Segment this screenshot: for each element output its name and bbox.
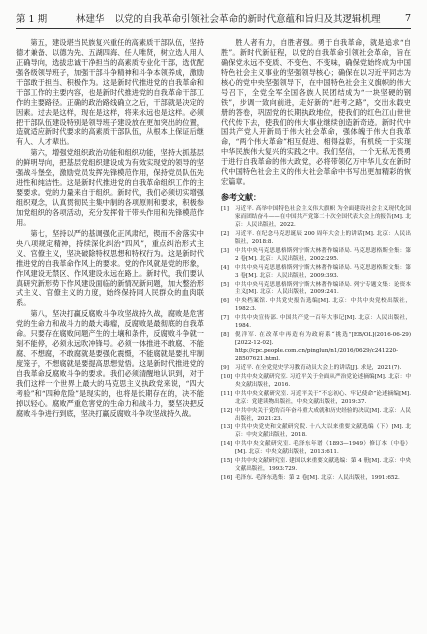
left-column <box>16 38 204 628</box>
reference-item <box>221 282 411 298</box>
reference-list <box>221 206 411 483</box>
reference-number: [16] <box>221 475 233 482</box>
paragraph: 第八，坚决打赢反腐败斗争攻坚战持久战，腐败是危害党的生命力和战斗力的最大毒瘤，反腐败是最彻底的自我革命。只要存在腐败问题产生的土壤和条件，反腐败斗争就一刻不能停，必须永远吹冲锋号。必须一体推进不敢腐、不能腐、不想腐，不敢腐就是要强化震慑，不能腐就是要扎牢制度笼子，不想腐就是要提高思想觉悟。这是新时代推进党的自我革命反腐败斗争的要求。我们必须清醒地认识到，对于我们这样一个世界上最大的马克思主义执政党来说，“四大考验”和“四种危险”是现实的，也将是长期存在的，决不能掉以轻心。腐败严重危害党的生命力和战斗力，要坚决把反腐败斗争进行到底，坚决打赢反腐败斗争攻坚战持久战。 <box>16 309 204 418</box>
reference-item <box>221 332 411 364</box>
reference-item <box>221 248 411 264</box>
reference-item <box>221 475 411 483</box>
reference-text: 倪洋军. 在改革中再造有为政府系“挑选”[EB/OL](2016-06-29)[2022-12-02]. http://cpc.people.com.cn/pinglun/n1/2016/0629/c241220-28507621.html. <box>235 332 411 362</box>
reference-text: 习近平. 在纪念马克思诞辰 200 周年大会上的讲话[M]. 北京：人民出版社，2018:8. <box>235 230 411 245</box>
reference-number: [8] <box>221 332 229 339</box>
reference-item <box>221 298 411 314</box>
author-name: 林建华 <box>76 14 105 25</box>
reference-text: 习近平. 高举中国特色社会主义伟大旗帜 为全面建设社会主义现代化国家而团结奋斗——在中国共产党第二十次全国代表大会上的报告[M]. 北京：人民出版社，2022. <box>235 206 411 228</box>
reference-text: 毛泽东. 毛泽东选集：第 2 卷[M]. 北京：人民出版社，1991:652. <box>235 475 400 482</box>
reference-text: 中共中央马克思恩格斯列宁斯大林著作编译局. 列宁专题文集：论资本主义[M]. 北京：人民出版社，2009:241. <box>235 281 411 296</box>
reference-item <box>221 206 411 230</box>
reference-text: 中共中央文献研究室. 习近平关于“不忘初心、牢记使命”论述摘编[M]. 北京：党建读物出版社，中央文献出版社，2019:37. <box>235 390 411 405</box>
reference-number: [7] <box>221 315 229 322</box>
paragraph: 第七，坚持以严的基调强化正风肃纪，锲而不舍落实中央八项规定精神，持续深化纠治“四风”，重点纠治形式主义、官僚主义，坚决破除特权思想和特权行为。这是新时代推进党的自我革命作风上的要求。党的作风就是党的形象，作风建设无禁区、作风建设永远在路上。新时代，我们要认真研究新形势下作风建设面临的新情况新问题，加大整治形式主义、官僚主义的力度，始终保持同人民群众的血肉联系。 <box>16 228 204 308</box>
reference-item <box>221 315 411 331</box>
paragraph: 第五，建设堪当民族复兴重任的高素质干部队伍，坚持德才兼备、以德为先、五湖四海、任人唯贤，树立选人用人正确导向，选拔忠诚干净担当的高素质专业化干部，选优配强各级领导班子，加强干部斗争精神和斗争本领养成，激励干部敢于担当、积极作为。这是新时代推进党的自我革命和干部工作的主要内容，也是新时代推进党的自我革命干部工作的主要路径。正确的政治路线确立之后，干部就是决定的因素。过去是这样，现在是这样，将来永远也是这样。必须把干部队伍建设特别是领导班子建设放在更加突出的位置，造就适应新时代要求的高素质干部队伍，从根本上保证后继有人、人才辈出。 <box>16 38 204 147</box>
reference-text: 中共中央马克思恩格斯列宁斯大林著作编译局. 马克思恩格斯文集：第 3 卷[M]. 北京：人民出版社，2009:393. <box>235 264 411 279</box>
right-column <box>221 38 411 628</box>
reference-item <box>221 424 411 440</box>
paragraph: 胜人者有力，自胜者强。勇于自我革命，就是追求“自胜”。新时代新征程，以党的自我革命引领社会革命，旨在确保党永远不变质、不变色、不变味，确保党始终成为中国特色社会主义事业的坚强领导核心；确保在以习近平同志为核心的党中央坚强领导下，在中国特色社会主义旗帜的伟大号召下，全党全军全国各族人民团结成为“一块坚硬的钢铁”，步调一致向前进，走好新的“赶考之路”，交出永载史册的答卷，巩固党的长期执政地位，使我们的红色江山世世代代传下去，使我们的伟大事业继续创造新奇迹。新时代中国共产党人开新局于伟大社会革命，强体魄于伟大自我革命，“两个伟大革命”相互促进、相得益彰，有机统一于实现中华民族伟大复兴的实践之中。我们坚信，一个无私无畏勇于进行自我革命的伟大政党，必将带领亿万中华儿女在新时代中国特色社会主义的伟大社会革命中书写出更加精彩的恢宏篇章。 <box>221 38 411 187</box>
reference-text: 习近平. 在全党党史学习教育动员大会上的讲话[J]. 求是，2021(7). <box>235 364 402 371</box>
reference-item <box>221 458 411 474</box>
reference-text: 中共中央文献研究室. 毛泽东年谱（1893—1949）修订本（中卷）[M]. 北京：中央文献出版社，2013:611. <box>235 441 411 456</box>
reference-number: [12] <box>221 407 233 414</box>
reference-number: [4] <box>221 264 229 271</box>
article-title: 以党的自我革命引领社会革命的新时代意蕴和旨归及其逻辑机理 <box>114 14 381 25</box>
reference-number: [1] <box>221 206 229 213</box>
reference-number: [11] <box>221 390 233 397</box>
issue-number: 第 1 期 <box>16 14 48 25</box>
reference-item <box>221 391 411 407</box>
reference-item <box>221 265 411 281</box>
reference-number: [3] <box>221 247 229 254</box>
reference-text: 中央档案馆. 中共党史报告选编[M]. 北京：中共中央党校出版社，1982:3. <box>235 298 411 313</box>
reference-text: 中共中央文献研究室. 习近平关于全面从严治党论述摘编[M]. 北京：中央文献出版社，2016. <box>235 373 411 388</box>
reference-item <box>221 231 411 247</box>
reference-number: [5] <box>221 281 229 288</box>
reference-number: [6] <box>221 298 229 305</box>
reference-text: 中共中央关于党的百年奋斗重大成就和历史经验的决议[M]. 北京：人民出版社，2021:23. <box>235 407 411 422</box>
reference-number: [9] <box>221 364 229 371</box>
reference-item <box>221 365 411 373</box>
reference-number: [2] <box>221 230 229 237</box>
references-heading: 参考文献： <box>221 193 261 203</box>
reference-item <box>221 408 411 424</box>
page-number: 7 <box>404 12 411 24</box>
reference-text: 中共中央宣传部. 中国共产党一百年大事记[M]. 北京：人民出版社，1984. <box>235 315 411 330</box>
paragraph: 第六，增强党组织政治功能和组织功能，坚持大抓基层的鲜明导向，把基层党组织建设成为有效实现党的领导的坚强战斗堡垒，激励党员发挥先锋模范作用，保持党员队伍先进性和纯洁性。这是新时代推进党的自我革命组织工作的主要要求。党的力量来自于组织。新时代，我们必须切实增强组织观念，认真贯彻民主集中制的各项原则和要求，积极参加党组织的各项活动，充分发挥骨干带头作用和先锋模范作用。 <box>16 148 204 227</box>
reference-number: [15] <box>221 458 233 465</box>
reference-text: 中共中央党史和文献研究院. 十八大以来重要文献选编（下）[M]. 北京：中央文献出版社，2018. <box>235 424 411 439</box>
reference-item <box>221 441 411 457</box>
reference-text: 中共中央马克思恩格斯列宁斯大林著作编译局. 马克思恩格斯全集：第 2 卷[M]. 北京：人民出版社，2002:295. <box>235 247 411 262</box>
running-header <box>16 8 411 29</box>
reference-number: [14] <box>221 441 233 448</box>
reference-number: [13] <box>221 424 233 431</box>
reference-text: 中共中央文献研究室. 建国以来重要文献选编：第 4 册[M]. 北京：中央文献出版社，1993:729. <box>235 458 411 473</box>
reference-number: [10] <box>221 373 233 380</box>
reference-item <box>221 374 411 390</box>
